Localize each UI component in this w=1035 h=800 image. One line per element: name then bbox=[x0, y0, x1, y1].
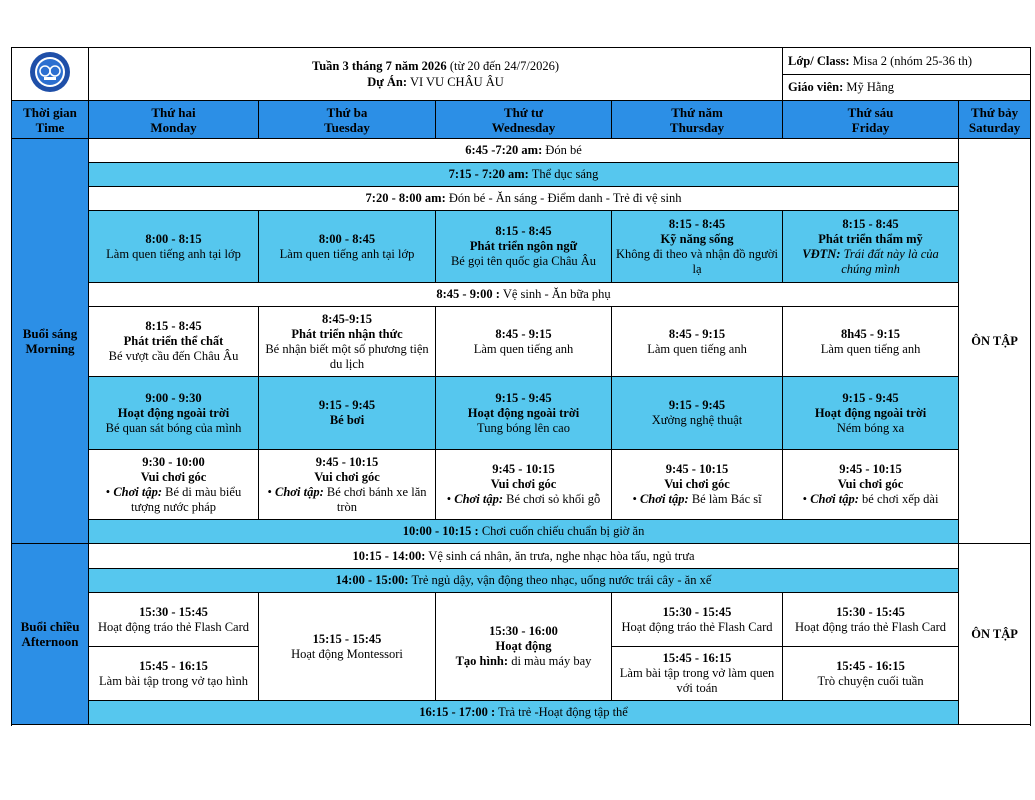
thursday-art-workshop: 9:15 - 9:45 Xưởng nghệ thuật bbox=[612, 377, 783, 450]
monday-flashcard-activity: 15:30 - 15:45 Hoạt động tráo thẻ Flash Card bbox=[89, 593, 259, 647]
saturday-morning-review: ÔN TẬP bbox=[959, 139, 1031, 544]
tuesday-english-activity: 8:00 - 8:45 Làm quen tiếng anh tại lớp bbox=[259, 211, 436, 283]
column-header-friday: Thứ sáu Friday bbox=[783, 101, 959, 139]
teacher-value: Mỹ Hằng bbox=[846, 80, 894, 94]
wednesday-outdoor-activity: 9:15 - 9:45 Hoạt động ngoài trời Tung bóng lên cao bbox=[436, 377, 612, 450]
monday-physical-activity: 8:15 - 8:45 Phát triển thể chất Bé vượt cầu đến Châu Âu bbox=[89, 307, 259, 377]
column-header-monday: Thứ hai Monday bbox=[89, 101, 259, 139]
school-logo-cell bbox=[12, 48, 89, 101]
thursday-math-workbook-activity: 15:45 - 16:15 Làm bài tập trong vở làm quen với toán bbox=[612, 647, 783, 701]
morning-row-exercise: 7:15 - 7:20 am: Thể dục sáng bbox=[89, 163, 959, 187]
column-header-wednesday: Thứ tư Wednesday bbox=[436, 101, 612, 139]
afternoon-row-pickup: 16:15 - 17:00 : Trả trẻ -Hoạt động tập thể bbox=[89, 701, 959, 725]
afternoon-session-label: Buổi chiều Afternoon bbox=[12, 544, 89, 725]
class-info bbox=[783, 48, 1031, 75]
thursday-life-skills-activity: 8:15 - 8:45 Kỹ năng sống Không đi theo và nhận đồ người lạ bbox=[612, 211, 783, 283]
morning-row-arrival: 6:45 -7:20 am: Đón bé bbox=[89, 139, 959, 163]
weekly-schedule bbox=[11, 47, 1030, 725]
morning-session-label: Buổi sáng Morning bbox=[12, 139, 89, 544]
project-name: VI VU CHÂU ÂU bbox=[409, 75, 504, 89]
monday-english-activity: 8:00 - 8:15 Làm quen tiếng anh tại lớp bbox=[89, 211, 259, 283]
morning-row-breakfast: 7:20 - 8:00 am: Đón bé - Ăn sáng - Điểm danh - Trẻ đi vệ sinh bbox=[89, 187, 959, 211]
saturday-afternoon-review: ÔN TẬP bbox=[959, 544, 1031, 725]
project-label: Dự Án: bbox=[367, 75, 408, 89]
column-header-time: Thời gian Time bbox=[12, 101, 89, 139]
wednesday-corner-play: 9:45 - 10:15 Vui chơi góc • Chơi tập: Bé chơi sỏ khối gỗ bbox=[436, 450, 612, 520]
monday-corner-play: 9:30 - 10:00 Vui chơi góc • Chơi tập: Bé di màu biểu tượng nước pháp bbox=[89, 450, 259, 520]
class-value: Misa 2 (nhóm 25-36 th) bbox=[852, 53, 973, 68]
thursday-flashcard-activity: 15:30 - 15:45 Hoạt động tráo thẻ Flash Card bbox=[612, 593, 783, 647]
friday-flashcard-activity: 15:30 - 15:45 Hoạt động tráo thẻ Flash Card bbox=[783, 593, 959, 647]
wednesday-drawing-activity: 15:30 - 16:00 Hoạt động Tạo hình: di màu máy bay bbox=[436, 593, 612, 701]
tuesday-montessori-activity: 15:15 - 15:45 Hoạt động Montessori bbox=[259, 593, 436, 701]
school-logo-icon bbox=[29, 51, 71, 93]
monday-outdoor-activity: 9:00 - 9:30 Hoạt động ngoài trời Bé quan sát bóng của mình bbox=[89, 377, 259, 450]
schedule-table bbox=[11, 47, 1031, 725]
afternoon-row-lunch-nap: 10:15 - 14:00: Vệ sinh cá nhân, ăn trưa, nghe nhạc hòa tấu, ngủ trưa bbox=[89, 544, 959, 569]
friday-arts-activity: 8:15 - 8:45 Phát triển thẩm mỹ VĐTN: Trái đất này là của chúng mình bbox=[783, 211, 959, 283]
wednesday-english-activity: 8:45 - 9:15 Làm quen tiếng anh bbox=[436, 307, 612, 377]
class-label: Lớp/ Class: bbox=[788, 53, 850, 68]
wednesday-language-activity: 8:15 - 8:45 Phát triển ngôn ngữ Bé gọi tên quốc gia Châu Âu bbox=[436, 211, 612, 283]
column-header-saturday: Thứ bảy Saturday bbox=[959, 101, 1031, 139]
teacher-info bbox=[783, 75, 1031, 101]
thursday-english-activity: 8:45 - 9:15 Làm quen tiếng anh bbox=[612, 307, 783, 377]
column-header-thursday: Thứ năm Thursday bbox=[612, 101, 783, 139]
tuesday-cognitive-activity: 8:45-9:15 Phát triển nhận thức Bé nhận biết một số phương tiện du lịch bbox=[259, 307, 436, 377]
afternoon-row-wakeup: 14:00 - 15:00: Trẻ ngủ dậy, vận động theo nhạc, uống nước trái cây - ăn xế bbox=[89, 569, 959, 593]
week-title: Tuần 3 tháng 7 năm 2026 bbox=[312, 59, 447, 73]
title-block bbox=[89, 48, 783, 101]
morning-row-snack: 8:45 - 9:00 : Vệ sinh - Ăn bữa phụ bbox=[89, 283, 959, 307]
monday-workbook-activity: 15:45 - 16:15 Làm bài tập trong vở tạo hình bbox=[89, 647, 259, 701]
friday-corner-play: 9:45 - 10:15 Vui chơi góc • Chơi tập: bé chơi xếp dài bbox=[783, 450, 959, 520]
friday-outdoor-activity: 9:15 - 9:45 Hoạt động ngoài trời Ném bóng xa bbox=[783, 377, 959, 450]
tuesday-corner-play: 9:45 - 10:15 Vui chơi góc • Chơi tập: Bé chơi bánh xe lăn tròn bbox=[259, 450, 436, 520]
column-header-tuesday: Thứ ba Tuesday bbox=[259, 101, 436, 139]
morning-row-prepare-lunch: 10:00 - 10:15 : Chơi cuốn chiếu chuẩn bị giờ ăn bbox=[89, 520, 959, 544]
friday-english-activity: 8h45 - 9:15 Làm quen tiếng anh bbox=[783, 307, 959, 377]
week-range: (từ 20 đến 24/7/2026) bbox=[449, 59, 560, 73]
thursday-corner-play: 9:45 - 10:15 Vui chơi góc • Chơi tập: Bé làm Bác sĩ bbox=[612, 450, 783, 520]
friday-weekend-chat-activity: 15:45 - 16:15 Trò chuyện cuối tuần bbox=[783, 647, 959, 701]
teacher-label: Giáo viên: bbox=[788, 80, 844, 94]
tuesday-swimming-activity: 9:15 - 9:45 Bé bơi bbox=[259, 377, 436, 450]
